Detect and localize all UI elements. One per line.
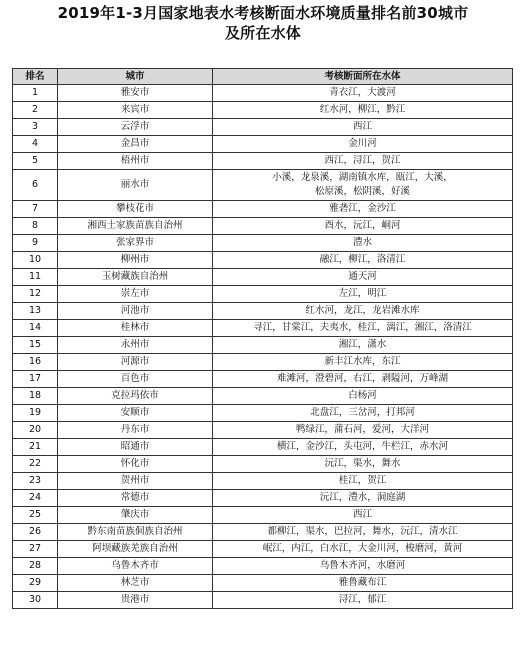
water-cell: 酉水，沅江，峒河 bbox=[213, 218, 513, 235]
table-row bbox=[13, 303, 513, 320]
city-cell: 张家界市 bbox=[58, 235, 213, 252]
city-cell: 金昌市 bbox=[58, 136, 213, 153]
water-cell: 横江，金沙江，头屯河，牛栏江，赤水河 bbox=[213, 439, 513, 456]
table-body bbox=[13, 85, 513, 609]
table-row bbox=[13, 405, 513, 422]
water-cell: 小溪，龙泉溪，湖南镇水库，瓯江，大溪， 松原溪，松阴溪，好溪 bbox=[213, 170, 513, 201]
rank-cell: 3 bbox=[13, 119, 58, 136]
header-row bbox=[13, 69, 513, 85]
water-cell: 乌鲁木齐河，水磨河 bbox=[213, 558, 513, 575]
city-cell: 桂林市 bbox=[58, 320, 213, 337]
rank-cell: 25 bbox=[13, 507, 58, 524]
water-cell: 通天河 bbox=[213, 269, 513, 286]
rank-cell: 9 bbox=[13, 235, 58, 252]
table-row bbox=[13, 235, 513, 252]
water-cell: 湘江，潇水 bbox=[213, 337, 513, 354]
city-cell: 丽水市 bbox=[58, 170, 213, 201]
table-row bbox=[13, 541, 513, 558]
water-cell: 金川河 bbox=[213, 136, 513, 153]
table-row bbox=[13, 320, 513, 337]
city-cell: 昭通市 bbox=[58, 439, 213, 456]
city-cell: 克拉玛依市 bbox=[58, 388, 213, 405]
table-row bbox=[13, 371, 513, 388]
city-cell: 常德市 bbox=[58, 490, 213, 507]
city-cell: 河池市 bbox=[58, 303, 213, 320]
table-row bbox=[13, 558, 513, 575]
table-row bbox=[13, 524, 513, 541]
header-water: 考核断面所在水体 bbox=[213, 69, 513, 85]
header-rank: 排名 bbox=[13, 69, 58, 85]
water-cell: 左江，明江 bbox=[213, 286, 513, 303]
rank-cell: 6 bbox=[13, 170, 58, 201]
rank-cell: 13 bbox=[13, 303, 58, 320]
rank-cell: 17 bbox=[13, 371, 58, 388]
rank-cell: 8 bbox=[13, 218, 58, 235]
city-cell: 肇庆市 bbox=[58, 507, 213, 524]
water-cell: 沅江，澧水，洞庭湖 bbox=[213, 490, 513, 507]
table-row bbox=[13, 153, 513, 170]
water-cell: 都柳江，渠水，巴拉河，舞水，沅江，清水江 bbox=[213, 524, 513, 541]
rank-cell: 20 bbox=[13, 422, 58, 439]
city-cell: 贺州市 bbox=[58, 473, 213, 490]
city-cell: 百色市 bbox=[58, 371, 213, 388]
water-cell: 红水河，柳江，黔江 bbox=[213, 102, 513, 119]
table-row bbox=[13, 592, 513, 609]
table-row bbox=[13, 201, 513, 218]
table-row bbox=[13, 575, 513, 592]
city-cell: 永州市 bbox=[58, 337, 213, 354]
water-cell: 岷江，内江，白水江，大金川河，梭磨河，黄河 bbox=[213, 541, 513, 558]
water-cell: 鸭绿江，蒲石河，爱河，大洋河 bbox=[213, 422, 513, 439]
rank-cell: 7 bbox=[13, 201, 58, 218]
table-row bbox=[13, 473, 513, 490]
rank-cell: 18 bbox=[13, 388, 58, 405]
water-cell: 西江，浔江，贺江 bbox=[213, 153, 513, 170]
rank-cell: 28 bbox=[13, 558, 58, 575]
city-cell: 林芝市 bbox=[58, 575, 213, 592]
rank-cell: 21 bbox=[13, 439, 58, 456]
table-row bbox=[13, 286, 513, 303]
water-cell: 浔江，郁江 bbox=[213, 592, 513, 609]
water-cell: 西江 bbox=[213, 507, 513, 524]
table-row bbox=[13, 388, 513, 405]
city-cell: 湘西土家族苗族自治州 bbox=[58, 218, 213, 235]
rank-cell: 24 bbox=[13, 490, 58, 507]
city-cell: 安顺市 bbox=[58, 405, 213, 422]
rank-cell: 14 bbox=[13, 320, 58, 337]
rank-cell: 23 bbox=[13, 473, 58, 490]
table-row bbox=[13, 337, 513, 354]
rank-cell: 22 bbox=[13, 456, 58, 473]
city-cell: 柳州市 bbox=[58, 252, 213, 269]
rank-cell: 26 bbox=[13, 524, 58, 541]
city-cell: 乌鲁木齐市 bbox=[58, 558, 213, 575]
rank-cell: 5 bbox=[13, 153, 58, 170]
water-cell: 雅砻江，金沙江 bbox=[213, 201, 513, 218]
water-cell: 白杨河 bbox=[213, 388, 513, 405]
water-cell: 难滩河，澄碧河，右江，剥隘河，万峰湖 bbox=[213, 371, 513, 388]
table-row bbox=[13, 507, 513, 524]
city-cell: 攀枝花市 bbox=[58, 201, 213, 218]
water-cell: 雅鲁藏布江 bbox=[213, 575, 513, 592]
city-cell: 黔东南苗族侗族自治州 bbox=[58, 524, 213, 541]
city-cell: 梧州市 bbox=[58, 153, 213, 170]
ranking-table bbox=[12, 68, 513, 609]
water-cell: 桂江，贺江 bbox=[213, 473, 513, 490]
city-cell: 雅安市 bbox=[58, 85, 213, 102]
table-row bbox=[13, 439, 513, 456]
rank-cell: 27 bbox=[13, 541, 58, 558]
table-row bbox=[13, 136, 513, 153]
water-cell: 澧水 bbox=[213, 235, 513, 252]
table-row bbox=[13, 102, 513, 119]
rank-cell: 4 bbox=[13, 136, 58, 153]
city-cell: 怀化市 bbox=[58, 456, 213, 473]
table-row bbox=[13, 218, 513, 235]
page-title bbox=[0, 0, 526, 43]
table-row bbox=[13, 119, 513, 136]
rank-cell: 10 bbox=[13, 252, 58, 269]
rank-cell: 29 bbox=[13, 575, 58, 592]
rank-cell: 1 bbox=[13, 85, 58, 102]
title-line-1: 2019年1-3月国家地表水考核断面水环境质量排名前30城市 bbox=[57, 4, 469, 22]
table-row bbox=[13, 170, 513, 201]
city-cell: 丹东市 bbox=[58, 422, 213, 439]
water-cell: 新丰江水库，东江 bbox=[213, 354, 513, 371]
water-cell: 西江 bbox=[213, 119, 513, 136]
rank-cell: 30 bbox=[13, 592, 58, 609]
city-cell: 阿坝藏族羌族自治州 bbox=[58, 541, 213, 558]
water-cell: 北盘江，三岔河，打邦河 bbox=[213, 405, 513, 422]
table-row bbox=[13, 85, 513, 102]
city-cell: 贵港市 bbox=[58, 592, 213, 609]
city-cell: 河源市 bbox=[58, 354, 213, 371]
city-cell: 云浮市 bbox=[58, 119, 213, 136]
water-cell: 红水河，龙江，龙岩滩水库 bbox=[213, 303, 513, 320]
water-cell: 沅江，渠水，舞水 bbox=[213, 456, 513, 473]
rank-cell: 2 bbox=[13, 102, 58, 119]
table-row bbox=[13, 269, 513, 286]
table-row bbox=[13, 456, 513, 473]
city-cell: 玉树藏族自治州 bbox=[58, 269, 213, 286]
header-city: 城市 bbox=[58, 69, 213, 85]
city-cell: 来宾市 bbox=[58, 102, 213, 119]
title-line-2: 及所在水体 bbox=[224, 24, 301, 42]
table-row bbox=[13, 422, 513, 439]
water-cell: 青衣江，大渡河 bbox=[213, 85, 513, 102]
table-row bbox=[13, 252, 513, 269]
rank-cell: 12 bbox=[13, 286, 58, 303]
table-row bbox=[13, 490, 513, 507]
water-cell: 寻江，甘棠江，夫夷水，桂江，漓江，湘江，洛清江 bbox=[213, 320, 513, 337]
city-cell: 崇左市 bbox=[58, 286, 213, 303]
rank-cell: 16 bbox=[13, 354, 58, 371]
rank-cell: 19 bbox=[13, 405, 58, 422]
rank-cell: 11 bbox=[13, 269, 58, 286]
table-row bbox=[13, 354, 513, 371]
water-cell: 融江，柳江，洛清江 bbox=[213, 252, 513, 269]
rank-cell: 15 bbox=[13, 337, 58, 354]
